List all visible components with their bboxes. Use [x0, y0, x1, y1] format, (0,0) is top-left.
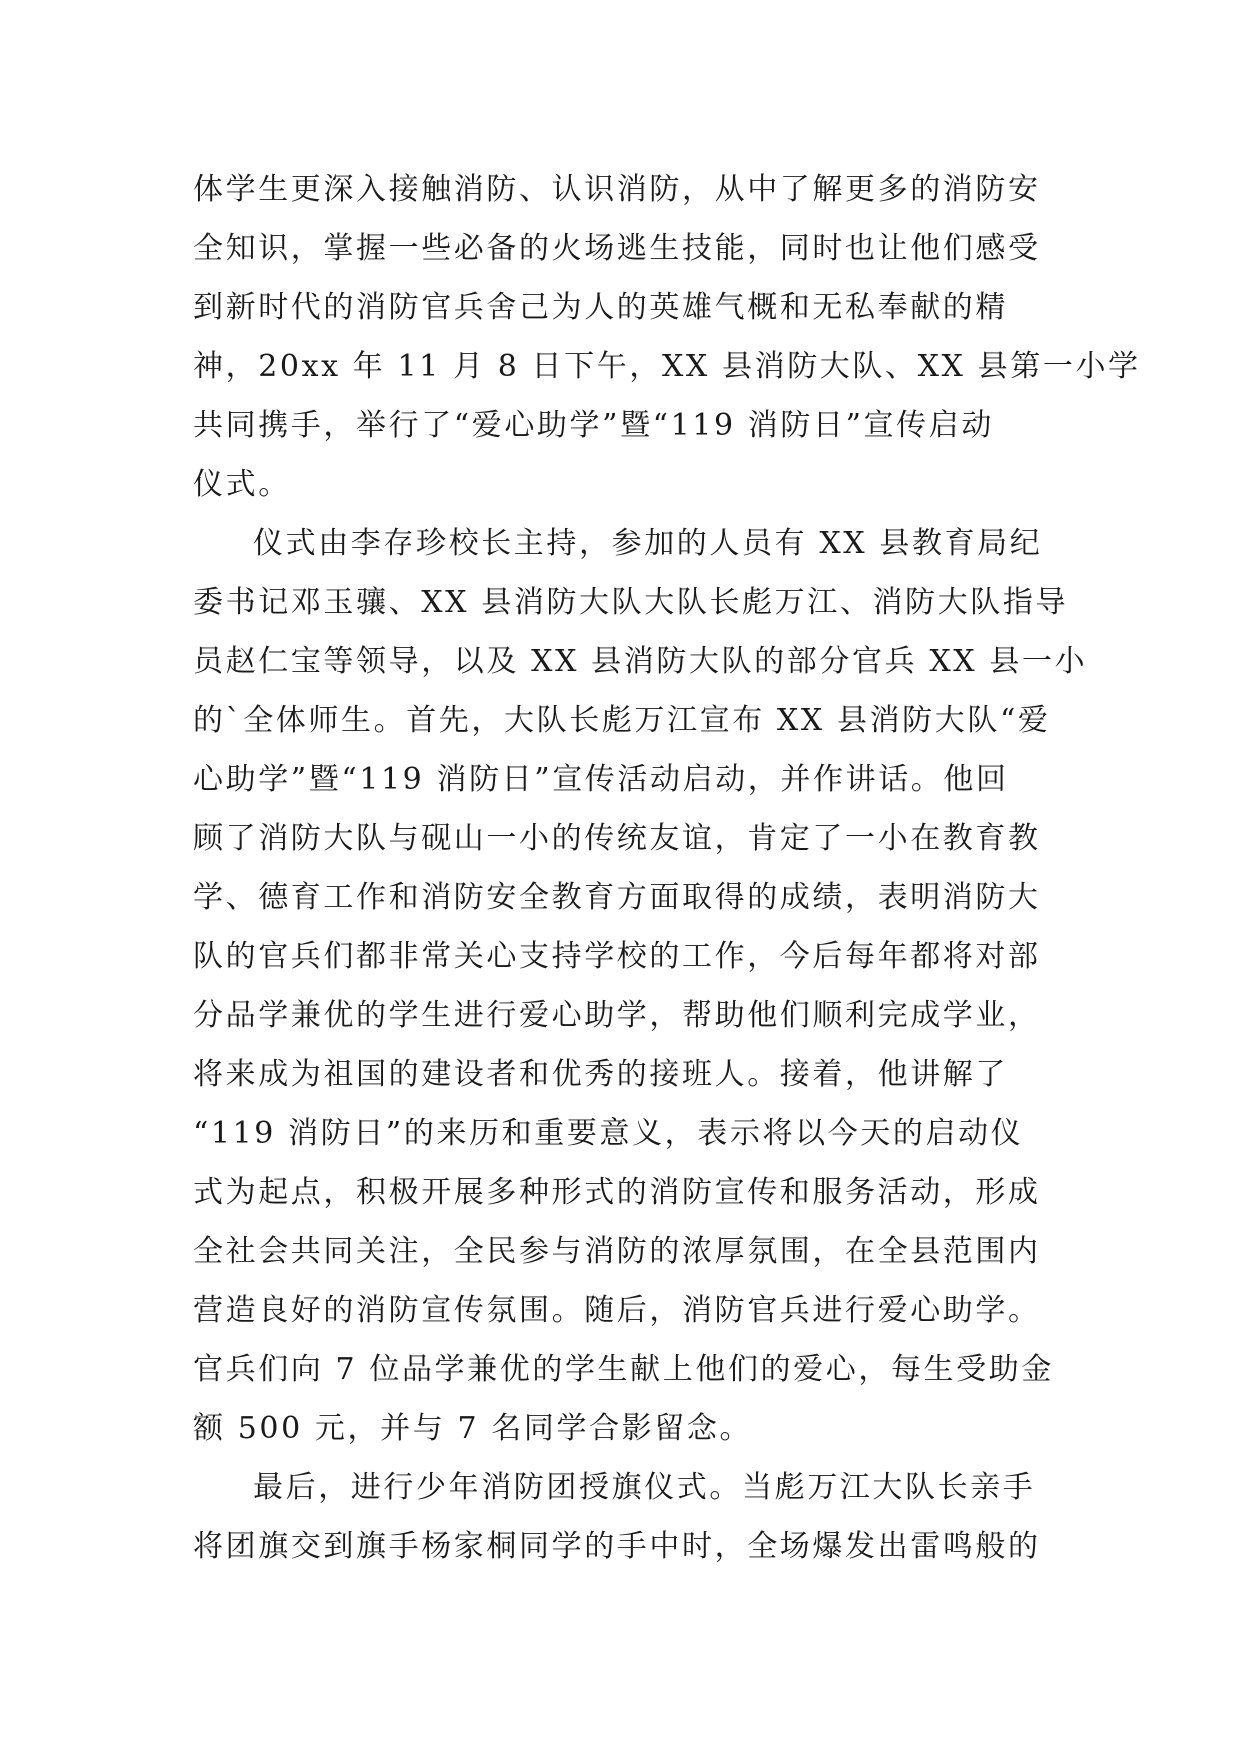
text-line: 将团旗交到旗手杨家桐同学的手中时，全场爆发出雷鸣般的 [193, 1529, 1041, 1564]
text-line: 仪式。 [193, 467, 291, 502]
text-line: “119 消防日”的来历和重要意义，表示将以今天的启动仪 [193, 1116, 1024, 1151]
text-line: 到新时代的消防官兵舍己为人的英雄气概和无私奉献的精 [193, 290, 1008, 325]
text-line: 最后，进行少年消防团授旗仪式。当彪万江大队长亲手 [253, 1470, 1036, 1505]
text-line: 神，20xx 年 11 月 8 日下午，XX 县消防大队、XX 县第一小学 [193, 349, 1141, 384]
text-line: 体学生更深入接触消防、认识消防，从中了解更多的消防安 [193, 172, 1041, 207]
text-line: 顾了消防大队与砚山一小的传统友谊，肯定了一小在教育教 [193, 821, 1041, 856]
text-line: 额 500 元，并与 7 名同学合影留念。 [193, 1411, 753, 1446]
paragraph-1 [193, 160, 1141, 514]
text-line: 委书记邓玉骧、XX 县消防大队大队长彪万江、消防大队指导 [193, 585, 1069, 620]
text-line: 全社会共同关注，全民参与消防的浓厚氛围，在全县范围内 [193, 1234, 1041, 1269]
text-line: 队的官兵们都非常关心支持学校的工作，今后每年都将对部 [193, 939, 1041, 974]
text-line: 仪式由李存珍校长主持，参加的人员有 XX 县教育局纪 [253, 526, 1043, 561]
text-line: 的`全体师生。首先，大队长彪万江宣布 XX 县消防大队“爱 [193, 703, 1051, 738]
text-line: 分品学兼优的学生进行爱心助学，帮助他们顺利完成学业， [193, 998, 1041, 1033]
text-line: 式为起点，积极开展多种形式的消防宣传和服务活动，形成 [193, 1175, 1041, 1210]
text-line: 将来成为祖国的建设者和优秀的接班人。接着，他讲解了 [193, 1057, 1008, 1092]
text-line: 官兵们向 7 位品学兼优的学生献上他们的爱心，每生受助金 [193, 1352, 1054, 1387]
paragraph-3 [193, 1458, 1063, 1576]
text-line: 全知识，掌握一些必备的火场逃生技能，同时也让他们感受 [193, 231, 1041, 266]
text-line: 学、德育工作和消防安全教育方面取得的成绩，表明消防大 [193, 880, 1041, 915]
body-text [193, 160, 1141, 1576]
text-line: 营造良好的消防宣传氛围。随后，消防官兵进行爱心助学。 [193, 1293, 1041, 1328]
text-line: 员赵仁宝等领导，以及 XX 县消防大队的部分官兵 XX 县一小 [193, 644, 1088, 679]
text-line: 共同携手，举行了“爱心助学”暨“119 消防日”宣传启动 [193, 408, 994, 443]
paragraph-2 [193, 514, 1088, 1458]
text-line: 心助学”暨“119 消防日”宣传活动启动，并作讲话。他回 [193, 762, 1009, 797]
